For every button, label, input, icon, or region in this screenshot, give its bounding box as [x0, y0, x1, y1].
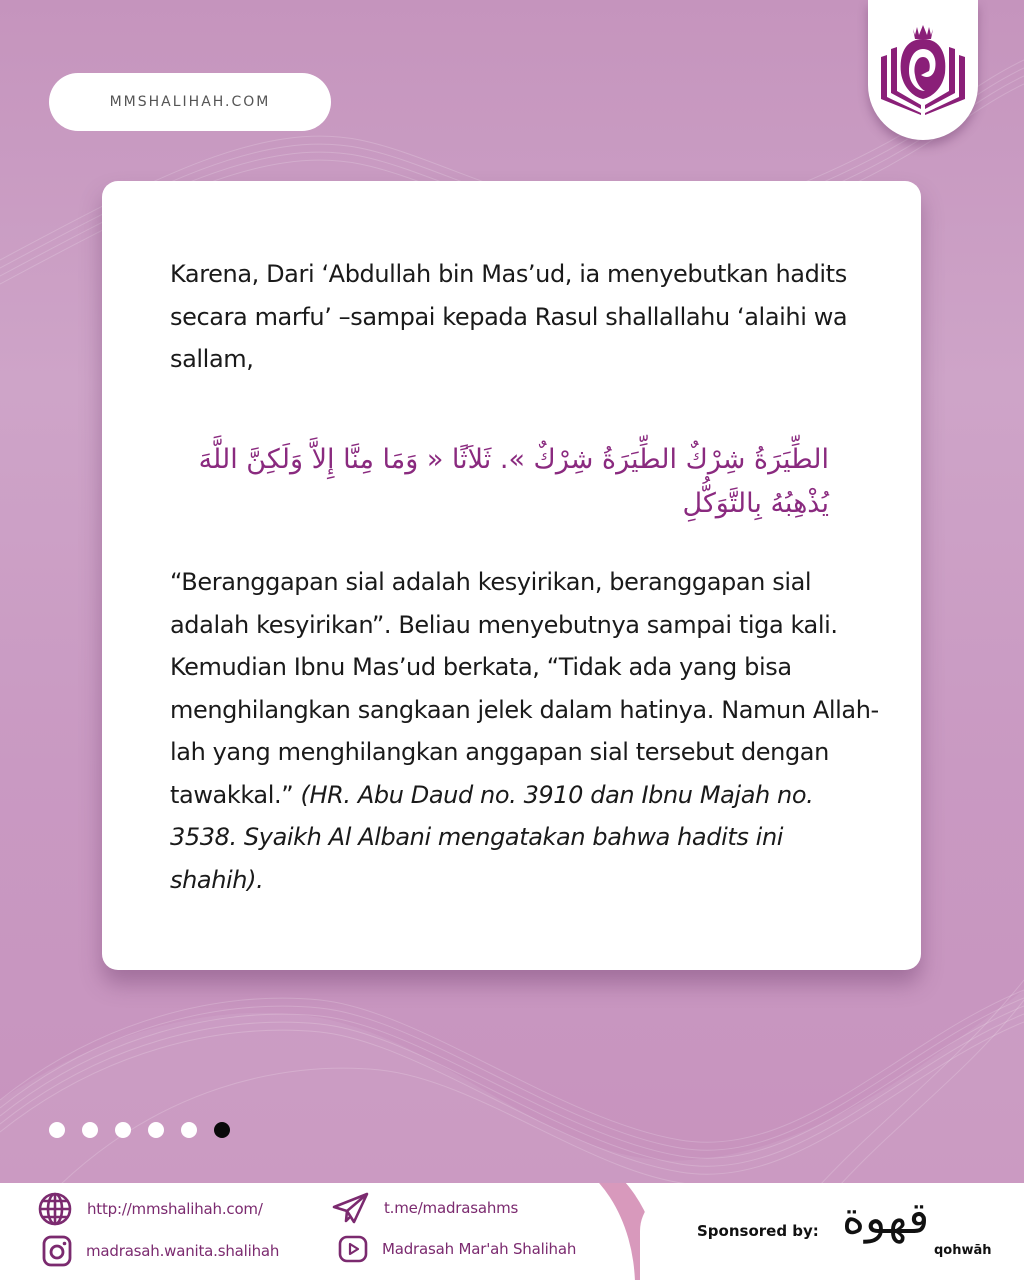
pagination-dot-4[interactable]	[148, 1122, 164, 1138]
instagram-icon	[42, 1235, 72, 1267]
translation-text: “Beranggapan sial adalah kesyirikan, beranggapan sial adalah kesyirikan”. Beliau menyebutnya sampai tiga kali. Kemudian Ibnu Mas’ud berkata, “Tidak ada yang bisa menghilangkan sangkaan jelek dalam hatinya. Namun Allah-lah yang menghilangkan anggapan sial tersebut dengan tawakkal.”	[170, 568, 879, 809]
footer-telegram-link[interactable]	[332, 1191, 518, 1225]
hadith-content-card	[102, 181, 921, 970]
youtube-channel-text: Madrasah Mar'ah Shalihah	[382, 1240, 577, 1258]
pagination-dot-2[interactable]	[82, 1122, 98, 1138]
instagram-handle-text: madrasah.wanita.shalihah	[86, 1242, 280, 1260]
telegram-paper-plane-icon	[332, 1191, 370, 1225]
youtube-play-icon	[338, 1235, 368, 1263]
pagination-dot-3[interactable]	[115, 1122, 131, 1138]
sponsor-arabic-wordmark: قهوة	[842, 1193, 930, 1244]
hadith-citation: (HR. Abu Daud no. 3910 dan Ibnu Majah no. 3538. Syaikh Al Albani mengatakan bahwa hadits ini shahih).	[170, 780, 814, 894]
pagination-dot-1[interactable]	[49, 1122, 65, 1138]
sponsor-latin-wordmark: qohwāh	[934, 1243, 992, 1258]
slide-pagination	[49, 1122, 230, 1138]
footer-website-link[interactable]	[37, 1191, 263, 1227]
globe-icon	[37, 1191, 73, 1227]
intro-paragraph: Karena, Dari ‘Abdullah bin Mas’ud, ia menyebutkan hadits secara marfu’ –sampai kepada Rasul shallallahu ‘alaihi wa sallam,	[170, 260, 848, 373]
site-url-pill[interactable]	[49, 73, 331, 131]
pagination-dot-6-active[interactable]	[214, 1122, 230, 1138]
website-url-text: http://mmshalihah.com/	[87, 1200, 263, 1218]
footer-contact-bar	[0, 1183, 1024, 1280]
telegram-link-text: t.me/madrasahms	[384, 1199, 519, 1217]
sponsored-by-label: Sponsored by:	[697, 1222, 819, 1240]
site-url-label: MMSHALIHAH.COM	[109, 94, 271, 110]
translation-paragraph	[170, 561, 881, 901]
brand-logo-badge	[868, 0, 978, 140]
pagination-dot-5[interactable]	[181, 1122, 197, 1138]
arabic-hadith-text: الطِّيَرَةُ شِرْكٌ الطِّيَرَةُ شِرْكٌ ». ثَلاَثًا « وَمَا مِنَّا إِلاَّ وَلَكِنَّ اللَّهَ يُذْهِبُهُ بِالتَّوَكُّلِ	[198, 444, 829, 519]
hijab-book-logo-icon	[873, 25, 973, 115]
footer-instagram-link[interactable]	[42, 1235, 279, 1267]
sponsor-qohwah-logo	[838, 1193, 992, 1273]
footer-youtube-link[interactable]	[338, 1235, 576, 1263]
